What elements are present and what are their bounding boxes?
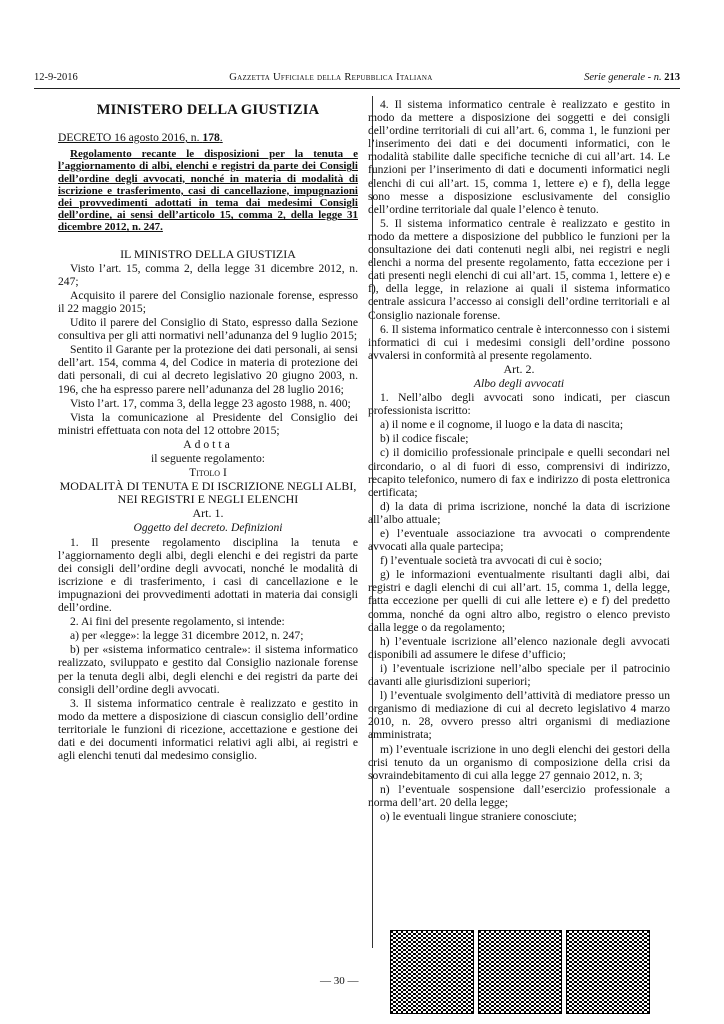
article-1-title: Oggetto del decreto. Definizioni — [133, 521, 283, 535]
list-item: i) l’eventuale iscrizione nell’albo speciale per il patrocinio davanti alle giurisdizioni superiori; — [368, 661, 670, 689]
article-paragraph: 1. Il presente regolamento disciplina la tenuta e l’aggiornamento degli albi, degli elenchi e dei registri da parte dei consigli dell’ordine degli avvocati, nonché le modalità di iscrizione e di trasferimento, i casi di cancellazione e le impugnazioni dei provvedimenti adottati in materia dai consigli dell’ordine. — [58, 535, 358, 615]
header-date: 12-9-2016 — [34, 71, 78, 83]
header-title: Gazzetta Ufficiale della Repubblica Italiana — [229, 71, 433, 83]
header-number: 213 — [664, 71, 680, 83]
article-paragraph: 5. Il sistema informatico centrale è realizzato e gestito in modo da mettere a disposizione del pubblico le funzioni per la consultazione dei dati contenuti negli albi, nei registri e negli elenchi a norma del presente regolamento, fatta eccezione per i dati presenti negli elenchi di cui all’art. 15, comma 1, lettere e) e f), della legge, in relazione ai quali il sistema informatico centrale assicura l’accesso ai consigli dell’ordine territoriali e al Consiglio nazionale forense. — [368, 216, 670, 322]
page-number: — 30 — — [320, 975, 359, 987]
left-column — [58, 98, 358, 763]
list-item: f) l’eventuale società tra avvocati di cui è socio; — [380, 554, 603, 568]
article-paragraph: b) per «sistema informatico centrale»: il sistema informatico realizzato, sviluppato e gestito dal Consiglio nazionale forense per la tenuta degli albi, degli elenchi e dei registri da parte dei consigli dell’ordine degli avvocati. — [58, 643, 358, 696]
title-name: MODALITÀ DI TENUTA E DI ISCRIZIONE NEGLI ALBI, NEI REGISTRI E NEGLI ELENCHI — [59, 479, 357, 507]
decree-title: DECRETO 16 agosto 2016, n. 178. — [58, 131, 223, 145]
datamatrix-code — [566, 930, 650, 1014]
visto-paragraph: Vista la comunicazione al Presidente del Consiglio dei ministri effettuata con nota del 12 ottobre 2015; — [58, 410, 358, 437]
article-2-number: Art. 2. — [503, 361, 535, 376]
visto-paragraph: Visto l’art. 15, comma 2, della legge 31 dicembre 2012, n. 247; — [58, 261, 358, 288]
datamatrix-code — [478, 930, 562, 1014]
list-item: c) il domicilio professionale principale e quelli secondari nel circondario, o al di fuori di esso, comprensivi di indirizzo, recapito telefonico, numero di fax e indirizzo di posta elettronica certificata; — [368, 446, 670, 499]
article-paragraph: 4. Il sistema informatico centrale è realizzato e gestito in modo da mettere a disposizione dei soggetti e dei consigli dell’ordine territoriali di cui all’art. 6, comma 1, le funzioni per l’inserimento dei dati e dei documenti informatici, con le modalità stabilite dalle specifiche tecniche di cui all’art. 14. Le funzioni per l’inserimento di dati e documenti informatici negli elenchi di cui all’art. 15, comma 1, lettere e) e f), della legge sono messe a disposizione esclusivamente del consiglio dell’ordine territoriale dal quale l’elenco è tenuto. — [368, 98, 670, 216]
visto-paragraph: Sentito il Garante per la protezione dei dati personali, ai sensi dell’art. 154, comma 4, del Codice in materia di protezione dei dati personali, di cui al decreto legislativo 20 giugno 2003, n. 196, che ha espresso parere nell’adunanza del 28 luglio 2016; — [58, 343, 358, 396]
list-item: m) l’eventuale iscrizione in uno degli elenchi dei gestori della crisi tenuto da un organismo di composizione della crisi da sovraindebitamento di cui alla legge 27 gennaio 2012, n. 3; — [368, 742, 670, 782]
minister-heading: IL MINISTRO DELLA GIUSTIZIA — [120, 246, 296, 261]
title-number: Titolo I — [189, 466, 227, 480]
article-paragraph: 1. Nell’albo degli avvocati sono indicati, per ciascun professionista iscritto: — [368, 391, 670, 418]
list-item: d) la data di prima iscrizione, nonché la data di iscrizione all’albo attuale; — [368, 499, 670, 526]
article-paragraph: 2. Ai fini del presente regolamento, si intende: — [70, 615, 285, 629]
visto-paragraph: Acquisito il parere del Consiglio nazionale forense, espresso il 22 maggio 2015; — [58, 288, 358, 315]
list-item: n) l’eventuale sospensione dall’esercizio professionale a norma dell’art. 20 della legge; — [368, 782, 670, 809]
page-header — [34, 70, 680, 84]
visto-paragraph: Visto l’art. 17, comma 3, della legge 23 agosto 1988, n. 400; — [70, 396, 351, 410]
header-rule — [34, 88, 680, 89]
list-item: g) le informazioni eventualmente risultanti dagli albi, dai registri e dagli elenchi di cui all’art. 15, comma 1, della legge, fatta eccezione per quelli di cui alle lettere e) e f) del predetto comma, nonché da ogni altro albo, registro o elenco previsto dalla legge o da regolamento; — [368, 568, 670, 634]
decree-summary: Regolamento recante le disposizioni per la tenuta e l’aggiornamento di albi, elenchi e registri da parte dei Consigli dell’ordine degli avvocati, nonché in materia di modalità di iscrizione e trasferimento, casi di cancellazione, impugnazioni dei provvedimenti adottati in tema dai medesimi Consigli dell’ordine, ai sensi dell’articolo 15, comma 2, della legge 31 dicembre 2012, n. 247. — [58, 148, 358, 234]
list-item: b) il codice fiscale; — [380, 432, 469, 446]
adotta-heading: Adotta — [183, 437, 233, 451]
right-column — [368, 98, 670, 824]
article-1-number: Art. 1. — [192, 506, 224, 521]
header-series: Serie generale - n. 213 — [584, 71, 680, 83]
ministry-heading: MINISTERO DELLA GIUSTIZIA — [96, 102, 320, 118]
datamatrix-code — [390, 930, 474, 1014]
list-item: o) le eventuali lingue straniere conosciute; — [380, 809, 577, 823]
article-paragraph: 3. Il sistema informatico centrale è realizzato e gestito in modo da mettere a disposizione di ciascun consiglio dell’ordine territoriale le funzioni di ricezione, accettazione e gestione dei dati e dei documenti informatici relativi agli albi, ai registri e agli elenchi tenuti dal medesimo consiglio. — [58, 696, 358, 763]
article-2-title: Albo degli avvocati — [473, 376, 565, 390]
visto-paragraph: Udito il parere del Consiglio di Stato, espresso dalla Sezione consultiva per gli atti normativi nell’adunanza del 9 luglio 2015; — [58, 316, 358, 343]
list-item: h) l’eventuale iscrizione all’elenco nazionale degli avvocati disponibili ad assumere le difese d’ufficio; — [368, 634, 670, 661]
list-item: a) il nome e il cognome, il luogo e la data di nascita; — [380, 418, 624, 432]
adotta-subheading: il seguente regolamento: — [151, 452, 265, 466]
article-paragraph: a) per «legge»: la legge 31 dicembre 2012, n. 247; — [70, 629, 304, 643]
list-item: e) l’eventuale associazione tra avvocati o comprendente avvocati alla quale partecipa; — [368, 527, 670, 554]
list-item: l) l’eventuale svolgimento dell’attività di mediatore presso un organismo di mediazione di cui al decreto legislativo 4 marzo 2010, n. 28, ovvero presso altri organismi di mediazione amministrata; — [368, 689, 670, 742]
article-paragraph: 6. Il sistema informatico centrale è interconnesso con i sistemi informatici di cui i medesimi consigli dell’ordine possono avvalersi in conformità al presente regolamento. — [368, 322, 670, 362]
